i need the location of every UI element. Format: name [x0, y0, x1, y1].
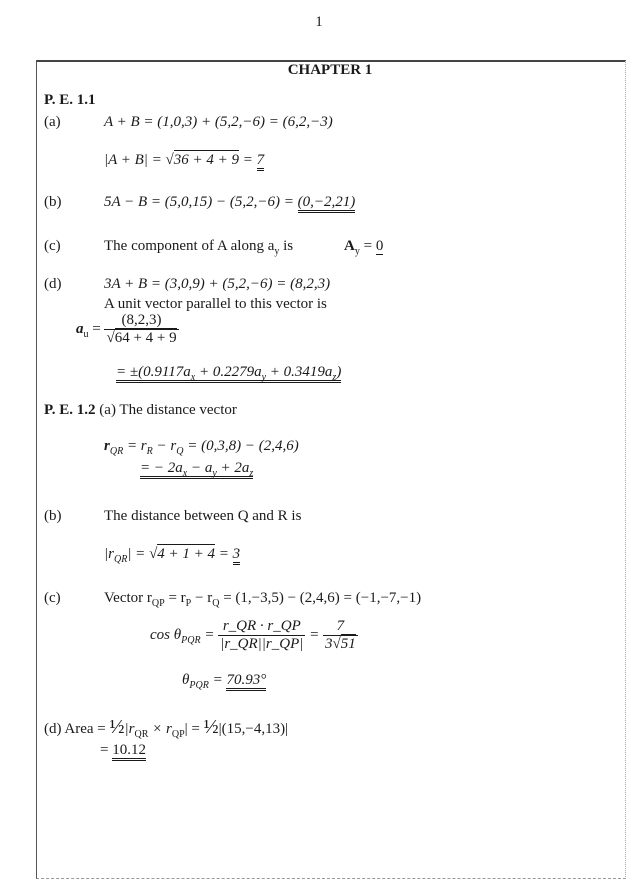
pe11-a-mag-lhs: |A + B| =	[104, 152, 166, 168]
pe11-d-r-sub1: x	[190, 372, 196, 383]
pe12-a-eq-sub1: R	[146, 446, 153, 457]
pe11-c-label: (c)	[44, 238, 61, 254]
pe12-c-frac2-den-sqrt: 51	[340, 636, 356, 652]
pe11-d-num: (8,2,3)	[104, 312, 178, 330]
pe11-heading: P. E. 1.1	[44, 92, 96, 108]
pe11-c-result	[344, 238, 383, 257]
pe12-c-theta-sym: θ	[182, 672, 190, 688]
pe12-d-mid-sub2: QP	[171, 729, 185, 740]
pe12-d-mid3: | =	[184, 721, 204, 737]
pe12-b-lhs-sub: QR	[113, 554, 128, 565]
pe11-a-magnitude: |A + B| = √36 + 4 + 9 = 7	[104, 152, 264, 169]
pe12-c-cos: cos θ	[150, 627, 182, 643]
pe12-a-ans-s3: z	[249, 468, 254, 479]
pe11-a-equation: A + B = (1,0,3) + (5,2,−6) = (6,2,−3)	[104, 114, 333, 130]
pe12-heading-line	[44, 402, 237, 419]
pe11-d-r-mid1: + 0.2279a	[195, 364, 262, 380]
pe11-d-label: (d)	[44, 276, 62, 292]
pe12-c-frac1-num: r_QR · r_QP	[218, 618, 305, 636]
pe12-c-frac1-den: |r_QR||r_QP|	[220, 636, 304, 652]
pe11-d-fraction: $\frac{(8,2,3)}{√64 + 4 + 9}$	[106, 312, 177, 346]
pe11-c-t1: The component of A along a	[104, 238, 275, 254]
pe11-d-au: a	[76, 321, 84, 337]
pe12-d-equation	[44, 716, 288, 740]
pe11-d-text: A unit vector parallel to this vector is	[104, 296, 327, 312]
chapter-title: CHAPTER 1	[287, 62, 373, 78]
pe12-c-sub3: Q	[212, 598, 220, 609]
pe11-a-mag-eq: =	[239, 152, 257, 168]
pe12-c-frac2-den-pre: 3	[325, 636, 333, 652]
pe12-c-theta-eq: =	[208, 672, 227, 688]
pe12-b-text: The distance between Q and R is	[104, 508, 302, 524]
pe12-b-lhs: |r	[104, 546, 114, 562]
pe12-heading-rest: (a) The distance vector	[95, 402, 237, 418]
pe11-d-equation: 3A + B = (3,0,9) + (5,2,−6) = (8,2,3)	[104, 276, 331, 292]
pe11-b-label: (b)	[44, 194, 62, 210]
pe12-d-label: (d) Area =	[44, 721, 110, 737]
pe11-d-unit-vector: $a_u$ = $\frac{(8,2,3)}{√64 + 4 + 9}$	[76, 312, 177, 346]
pe11-c-t2: is	[279, 238, 294, 254]
pe12-b-eq: =	[215, 546, 233, 562]
pe12-d-mid-sub: QR	[134, 729, 149, 740]
pe12-a-ans-s1: x	[182, 468, 188, 479]
pe12-a-ans: = − 2a	[140, 460, 183, 476]
pe12-c-theta-sub: PQR	[189, 680, 209, 691]
pe11-a-answer: 7	[257, 152, 265, 171]
pe12-a-r-sub: QR	[109, 446, 124, 457]
page-number: 1	[315, 14, 323, 30]
pe11-c-sub: y	[274, 246, 280, 257]
pe12-c-t2: = r	[164, 590, 186, 606]
pe11-b-eq: 5A − B = (5,0,15) − (5,2,−6) =	[104, 194, 298, 210]
pe12-a-answer	[140, 460, 253, 479]
pe12-c-cos-equation: $\cos \theta_{PQR}$ = $\frac{r\_QR \cdot r\_QP}{|r\_QR||r\_QP|}$ = $\frac{7}{3√51}$	[150, 618, 356, 652]
pe12-d-half: ½	[109, 716, 125, 738]
pe12-c-frac2: $\frac{7}{3√51}$	[325, 618, 356, 652]
pe12-c-sub1: QP	[151, 598, 165, 609]
pe11-c-answer: 0	[375, 238, 384, 254]
pe12-d-mid: |r	[124, 721, 135, 737]
pe12-c-frac1	[218, 618, 305, 653]
pe11-d-r-end: )	[336, 364, 342, 380]
pe12-a-equation	[104, 438, 299, 457]
pe12-b-sqrt: 4 + 1 + 4	[157, 546, 216, 562]
pe12-a-r: r	[104, 438, 110, 454]
pe12-b-answer: 3	[233, 546, 241, 565]
pe11-d-r-mid2: + 0.3419a	[266, 364, 333, 380]
pe12-c-t3: − r	[191, 590, 213, 606]
pe12-d-half2: ½	[203, 716, 219, 738]
pe12-b-label: (b)	[44, 508, 62, 524]
pe12-a-eq: = r	[123, 438, 147, 454]
pe11-d-au-sub: u	[83, 328, 89, 340]
pe11-a-mag-sqrt: 36 + 4 + 9	[173, 152, 240, 168]
pe12-d-answer: 10.12	[112, 742, 146, 761]
pe11-b-answer: (0,−2,21)	[298, 194, 356, 213]
pe12-c-t4: = (1,−3,5) − (2,4,6) = (−1,−7,−1)	[219, 590, 422, 606]
pe11-d-den-sqrt: 64 + 4 + 9	[114, 330, 177, 346]
pe12-c-t1: Vector r	[104, 590, 152, 606]
pe11-c-ay-sub: y	[354, 246, 360, 257]
pe12-c-frac2-num: 7	[323, 618, 358, 636]
pe11-b-equation	[104, 194, 355, 211]
pe11-d-r-sub2: y	[261, 372, 267, 383]
pe12-d-mid2: × r	[148, 721, 172, 737]
pe11-a-label: (a)	[44, 114, 61, 130]
pe12-a-ans-m1: − a	[187, 460, 213, 476]
pe12-a-eq-rest: = (0,3,8) − (2,4,6)	[183, 438, 299, 454]
pe11-c-eq: =	[359, 238, 376, 254]
pe12-c-answer: 70.93°	[226, 672, 266, 691]
pe12-heading: P. E. 1.2	[44, 402, 96, 418]
pe11-c-ay: A	[344, 238, 355, 254]
pe12-c-cos-sub: PQR	[181, 634, 201, 646]
pe12-d-ans-eq: =	[100, 742, 113, 758]
pe11-d-result	[116, 364, 341, 383]
pe11-d-r-start: = ±(0.9117a	[116, 364, 191, 380]
pe12-d-vec: |(15,−4,13)|	[218, 721, 289, 737]
pe12-a-eq-mid: − r	[152, 438, 177, 454]
pe12-c-label: (c)	[44, 590, 61, 606]
pe12-c-sub2: P	[185, 598, 192, 609]
pe12-b-lhs-end: | =	[127, 546, 150, 562]
pe12-a-ans-s2: y	[212, 468, 217, 479]
pe11-c-text	[104, 238, 293, 257]
pe12-c-theta	[182, 672, 266, 691]
pe12-d-result	[100, 742, 146, 759]
pe12-c-text	[104, 590, 421, 609]
pe11-d-r-sub3: z	[332, 372, 337, 383]
pe12-a-ans-m2: + 2a	[216, 460, 250, 476]
pe12-a-eq-sub2: Q	[176, 446, 184, 457]
pe12-b-equation: $|r_{QR}| = √4 + 1 + 4 = 3$	[104, 546, 241, 565]
